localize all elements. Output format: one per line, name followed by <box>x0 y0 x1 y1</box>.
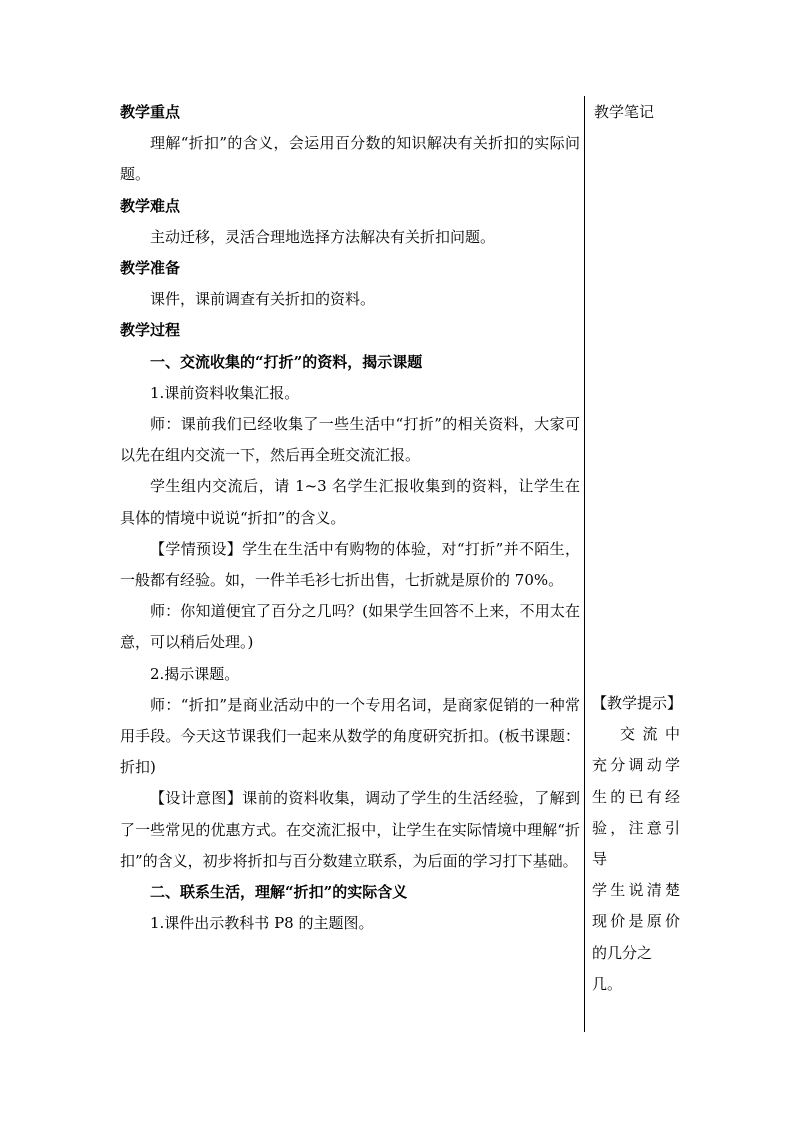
paragraph-preparation: 课件，课前调查有关折扣的资料。 <box>150 290 376 309</box>
paragraph-teacher-2: 师：你知道便宜了百分之几吗？(如果学生回答不上来，不用太在意，可以稍后处理。) <box>120 602 580 652</box>
paragraph-difficulties: 主动迁移，灵活合理地选择方法解决有关折扣问题。 <box>150 227 496 246</box>
paragraph-key-points: 理解“折扣”的含义，会运用百分数的知识解决有关折扣的实际问题。 <box>120 134 580 184</box>
paragraph-prediction: 【学情预设】学生在生活中有购物的体验，对“打折”并不陌生，一般都有经验。如，一件羊毛衫七折出售，七折就是原价的 70%。 <box>120 539 580 590</box>
teaching-tip-line: 验，注意引导 <box>592 818 680 869</box>
paragraph-teacher-3: 师：“折扣”是商业活动中的一个专用名词，是商家促销的一种常用手段。今天这节课我们一起来从数学的角度研究折扣。(板书课题：折扣) <box>120 695 580 777</box>
section-heading-1: 一、交流收集的“打折”的资料，揭示课题 <box>150 352 423 371</box>
heading-key-points: 教学重点 <box>120 103 181 121</box>
paragraph-step-3: 1.课件出示教科书 P8 的主题图。 <box>150 914 374 933</box>
heading-difficulties: 教学难点 <box>120 196 181 215</box>
paragraph-step-2: 2.揭示课题。 <box>150 664 240 683</box>
teaching-tip-line: 的几分之几。 <box>592 943 653 993</box>
heading-preparation: 教学准备 <box>120 259 181 278</box>
paragraph-step-1: 1.课前资料收集汇报。 <box>150 383 300 402</box>
teaching-tip-line: 生的已有经 <box>592 787 680 806</box>
teaching-tip-note <box>592 688 683 1000</box>
paragraph-students: 学生组内交流后，请 1~3 名学生汇报收集到的资料，让学生在具体的情境中说说“折扣”的含义。 <box>120 477 580 527</box>
teaching-tip-line: 现价是原价 <box>592 912 680 931</box>
teaching-tip-heading: 【教学提示】 <box>592 694 683 712</box>
paragraph-teacher-1: 师：课前我们已经收集了一些生活中“打折”的相关资料，大家可以先在组内交流一下，然后再全班交流汇报。 <box>120 415 580 465</box>
column-divider <box>584 96 585 1032</box>
paragraph-design-intent: 【设计意图】课前的资料收集，调动了学生的生活经验，了解到了一些常见的优惠方式。在交流汇报中，让学生在实际情境中理解“折扣”的含义，初步将折扣与百分数建立联系，为后面的学习打下基础。 <box>120 789 580 870</box>
teaching-tip-line: 交流中 <box>620 725 680 744</box>
section-heading-2: 二、联系生活，理解“折扣”的实际含义 <box>150 883 408 902</box>
teaching-tip-line: 充分调动学 <box>592 756 680 775</box>
side-column-title: 教学笔记 <box>594 103 655 121</box>
heading-process: 教学过程 <box>120 321 181 340</box>
teaching-tip-line: 学生说清楚 <box>592 881 680 900</box>
lesson-plan-body <box>120 97 580 939</box>
